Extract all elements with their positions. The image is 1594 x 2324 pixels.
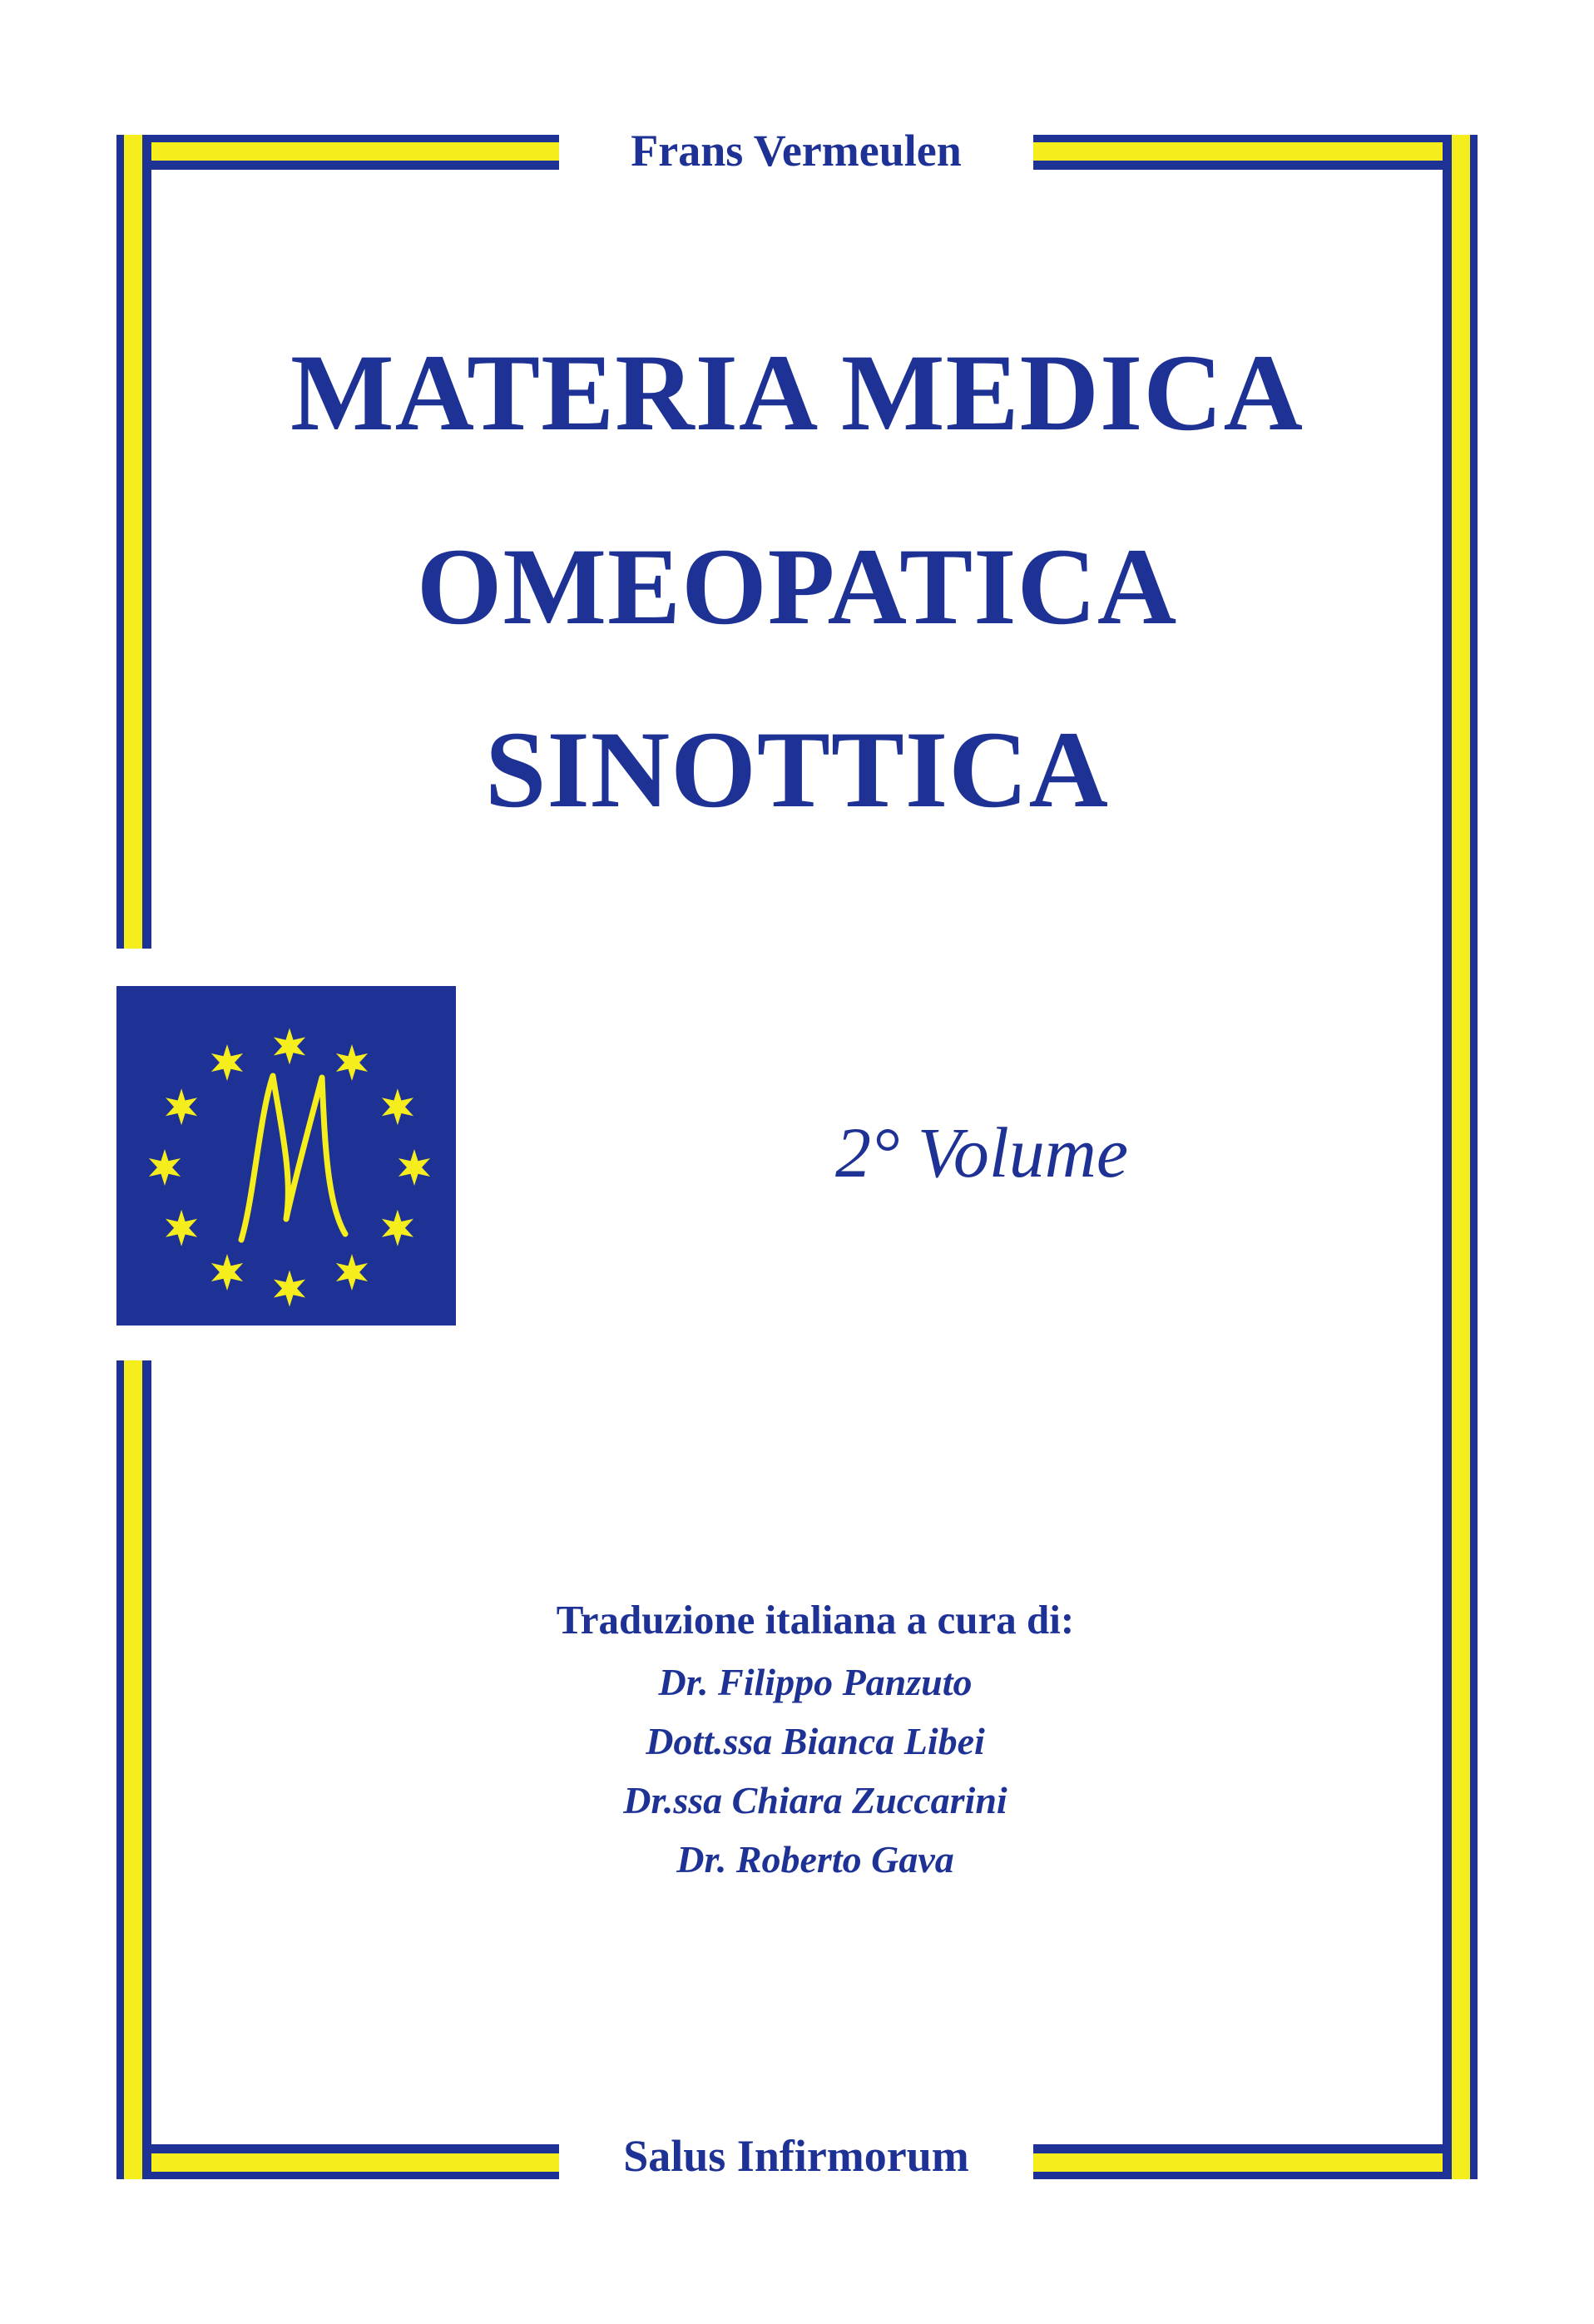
translation-heading: Traduzione italiana a cura di: [556, 1597, 1075, 1643]
frame-bottom-right-band [1033, 2144, 1478, 2179]
title-line-3: SINOTTICA [485, 708, 1109, 830]
frame-left-upper-band [116, 135, 151, 949]
author-name: Frans Vermeulen [631, 126, 962, 176]
frame-bottom-left-band [116, 2144, 559, 2179]
title-line-2: OMEOPATICA [416, 525, 1178, 647]
translator-name: Dr. Filippo Panzuto [658, 1661, 973, 1703]
publisher-name: Salus Infirmorum [623, 2131, 969, 2181]
title-line-1: MATERIA MEDICA [290, 331, 1304, 453]
translator-name: Dr.ssa Chiara Zuccarini [623, 1779, 1007, 1821]
translator-name: Dr. Roberto Gava [676, 1838, 954, 1881]
frame-top-left-band [116, 135, 559, 170]
volume-label: 2° Volume [834, 1112, 1129, 1192]
frame-left-lower-band [116, 1360, 151, 2179]
publisher-logo [116, 986, 456, 1326]
frame-right-band [1443, 135, 1478, 2179]
translator-name: Dott.ssa Bianca Libei [646, 1720, 985, 1762]
frame-top-right-band [1033, 135, 1478, 170]
